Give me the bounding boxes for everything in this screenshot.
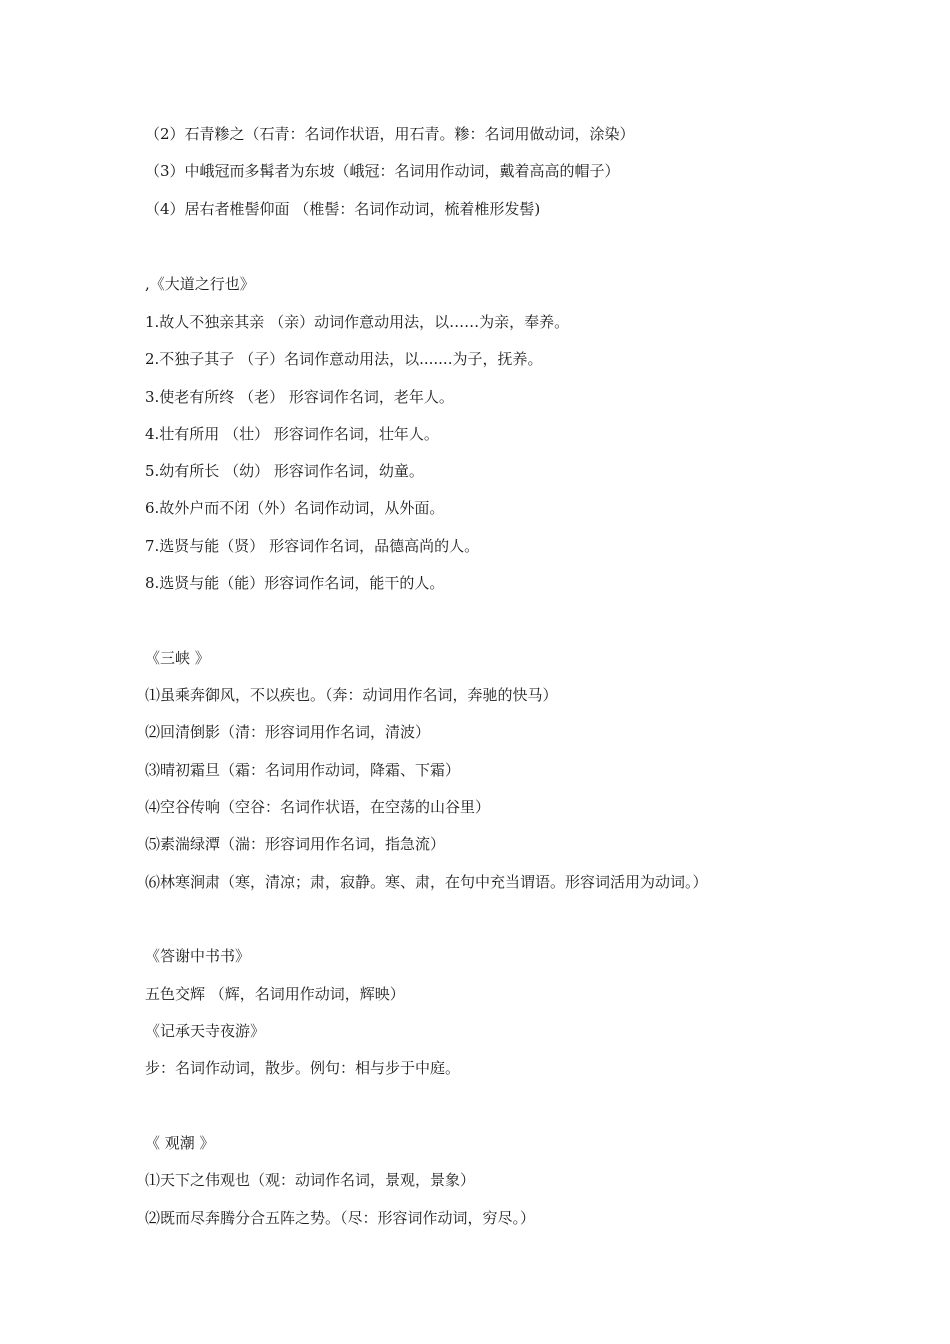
text-line: 5.幼有所长 （幼） 形容词作名词，幼童。 [145, 462, 424, 480]
text-line: 步：名词作动词，散步。例句：相与步于中庭。 [145, 1059, 461, 1077]
text-line: ⑵回清倒影（清：形容词用作名词，清波） [145, 723, 431, 741]
text-line: ⑹林寒涧肃（寒，清凉；肃，寂静。寒、肃，在句中充当谓语。形容词活用为动词。） [145, 873, 708, 891]
section-heading: 《 观潮 》 [145, 1134, 215, 1152]
text-line: 8.选贤与能（能）形容词作名词，能干的人。 [145, 574, 445, 592]
text-line: ⑸素湍绿潭（湍：形容词用作名词，指急流） [145, 835, 446, 853]
text-line: 1.故人不独亲其亲 （亲）动词作意动用法，以……为亲，奉养。 [145, 313, 570, 331]
text-line: （2）石青糁之（石青：名词作状语，用石青。糁：名词用做动词，涂染） [145, 125, 635, 143]
text-line: ⑵既而尽奔腾分合五阵之势。（尽：形容词作动词，穷尽。） [145, 1209, 536, 1227]
section-heading: 《答谢中书书》 [145, 947, 251, 965]
text-line: （3）中峨冠而多髯者为东坡（峨冠：名词用作动词，戴着高高的帽子） [145, 162, 620, 180]
text-line: 3.使老有所终 （老） 形容词作名词，老年人。 [145, 388, 454, 406]
text-line: 2.不独子其子 （子）名词作意动用法，以.......为子，抚养。 [145, 350, 543, 368]
text-line: 6.故外户而不闭（外）名词作动词，从外面。 [145, 499, 445, 517]
text-line: ⑴天下之伟观也（观：动词作名词，景观，景象） [145, 1171, 476, 1189]
section-heading: 《记承天寺夜游》 [145, 1022, 266, 1040]
text-line: ⑶晴初霜旦（霜：名词用作动词，降霜、下霜） [145, 761, 461, 779]
text-line: ⑴虽乘奔御风，不以疾也。（奔：动词用作名词，奔驰的快马） [145, 686, 558, 704]
text-line: （4）居右者椎髻仰面 （椎髻：名词作动词，梳着椎形发髻) [145, 200, 541, 218]
section-heading: 《三峡 》 [145, 649, 210, 667]
text-line: 4.壮有所用 （壮） 形容词作名词，壮年人。 [145, 425, 439, 443]
text-line: 7.选贤与能（贤） 形容词作名词，品德高尚的人。 [145, 537, 480, 555]
section-heading: ,《大道之行也》 [145, 275, 255, 293]
text-line: 五色交辉 （辉，名词用作动词，辉映） [145, 985, 405, 1003]
text-line: ⑷空谷传响（空谷：名词作状语，在空荡的山谷里） [145, 798, 491, 816]
